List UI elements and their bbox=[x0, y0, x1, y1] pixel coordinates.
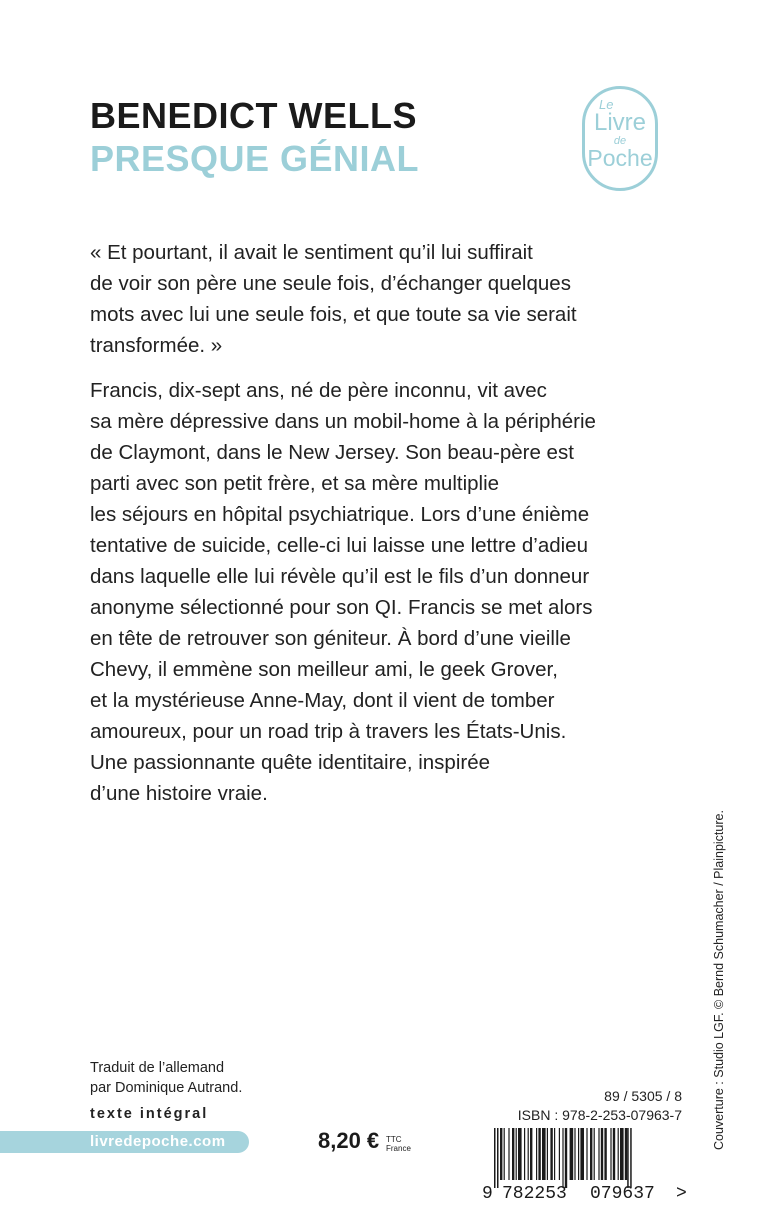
summary-line: amoureux, pour un road trip à travers les États-Unis. bbox=[90, 720, 567, 743]
barcode-bar bbox=[518, 1128, 522, 1180]
website-link[interactable]: livredepoche.com bbox=[0, 1131, 249, 1153]
book-title: PRESQUE GÉNIAL bbox=[90, 138, 420, 179]
barcode-bar bbox=[550, 1128, 552, 1180]
logo-text-de: de bbox=[613, 135, 627, 147]
barcode-marker: > bbox=[676, 1184, 687, 1202]
quote-line: « Et pourtant, il avait le sentiment qu’il lui suffirait bbox=[90, 241, 533, 264]
summary-line: Chevy, il emmène son meilleur ami, le geek Grover, bbox=[90, 658, 558, 681]
barcode-bar bbox=[559, 1128, 560, 1180]
barcode-bar bbox=[604, 1128, 606, 1180]
summary-line: de Claymont, dans le New Jersey. Son beau-père est bbox=[90, 441, 574, 464]
barcode-bar bbox=[625, 1128, 627, 1180]
price-tag-country: France bbox=[386, 1144, 411, 1153]
barcode-guard-bar bbox=[627, 1128, 629, 1188]
isbn-number: ISBN : 978-2-253-07963-7 bbox=[517, 1107, 682, 1123]
logo-text-poche: Poche bbox=[587, 145, 653, 171]
barcode-bar bbox=[516, 1128, 517, 1180]
barcode-bar bbox=[586, 1128, 587, 1180]
translator-line: Traduit de l’allemand bbox=[90, 1060, 225, 1076]
barcode-bar bbox=[524, 1128, 525, 1180]
summary-line: anonyme sélectionné pour son QI. Francis se met alors bbox=[90, 596, 593, 619]
barcode-bar bbox=[578, 1128, 579, 1180]
translator-credit bbox=[90, 1058, 242, 1098]
quote-line: de voir son père une seule fois, d’échanger quelques bbox=[90, 272, 571, 295]
price: 8,20 € bbox=[318, 1128, 380, 1153]
le-livre-de-poche-logo bbox=[582, 86, 658, 191]
barcode-bar bbox=[598, 1128, 599, 1180]
barcode-bar bbox=[547, 1128, 548, 1180]
summary-line: Francis, dix-sept ans, né de père inconnu, vit avec bbox=[90, 379, 547, 402]
barcode-bar bbox=[590, 1128, 592, 1180]
catalog-code: 89 / 5305 / 8 bbox=[604, 1088, 682, 1104]
price-tag-ttc: TTC bbox=[386, 1135, 402, 1144]
barcode-bar bbox=[570, 1128, 574, 1180]
price-tax-note bbox=[386, 1135, 411, 1153]
summary-line: d’une histoire vraie. bbox=[90, 782, 268, 805]
texte-integral-label: texte intégral bbox=[90, 1106, 209, 1122]
barcode-guard-bar bbox=[565, 1128, 567, 1188]
barcode-bar bbox=[538, 1128, 540, 1180]
summary-line: tentative de suicide, celle-ci lui laisse une lettre d’adieu bbox=[90, 534, 588, 557]
barcode-guard-bar bbox=[497, 1128, 499, 1188]
author-name: BENEDICT WELLS bbox=[90, 95, 417, 136]
logo-text-livre: Livre bbox=[593, 109, 647, 136]
barcode-bar bbox=[580, 1128, 584, 1180]
barcode-bar bbox=[554, 1128, 555, 1180]
summary-line: et la mystérieuse Anne-May, dont il vient de tomber bbox=[90, 689, 555, 712]
barcode-bar bbox=[613, 1128, 615, 1180]
barcode-bar bbox=[542, 1128, 546, 1180]
summary-line: les séjours en hôpital psychiatrique. Lors d’une énième bbox=[90, 503, 590, 526]
summary-line: parti avec son petit frère, et sa mère multiplie bbox=[90, 472, 500, 495]
book-summary bbox=[90, 375, 670, 809]
barcode-bar bbox=[594, 1128, 595, 1180]
barcode-bar bbox=[610, 1128, 611, 1180]
quote-line: transformée. » bbox=[90, 334, 223, 357]
translator-line: par Dominique Autrand. bbox=[90, 1080, 243, 1096]
barcode-guard-bar bbox=[562, 1128, 563, 1188]
excerpt-quote bbox=[90, 237, 670, 361]
barcode-bar bbox=[500, 1128, 502, 1180]
barcode bbox=[480, 1128, 690, 1202]
barcode-bar bbox=[530, 1128, 532, 1180]
barcode-bar bbox=[508, 1128, 509, 1180]
summary-line: Une passionnante quête identitaire, inspirée bbox=[90, 751, 491, 774]
barcode-bar bbox=[528, 1128, 529, 1180]
barcode-bars bbox=[494, 1128, 632, 1188]
barcode-bar bbox=[620, 1128, 624, 1180]
quote-line: mots avec lui une seule fois, et que toute sa vie serait bbox=[90, 303, 577, 326]
barcode-guard-bar bbox=[494, 1128, 496, 1188]
barcode-bar bbox=[601, 1128, 603, 1180]
barcode-first-digit: 9 bbox=[482, 1184, 493, 1202]
barcode-bar bbox=[618, 1128, 619, 1180]
barcode-bar bbox=[536, 1128, 537, 1180]
barcode-guard-bar bbox=[630, 1128, 632, 1188]
barcode-bar bbox=[512, 1128, 514, 1180]
barcode-digits-right: 079637 bbox=[590, 1184, 655, 1202]
barcode-digits-left: 782253 bbox=[502, 1184, 567, 1202]
logo-text-le: Le bbox=[599, 97, 614, 112]
summary-line: en tête de retrouver son géniteur. À bord d’une vieille bbox=[90, 627, 571, 650]
cover-credit: Couverture : Studio LGF. © Bernd Schumacher / Plainpicture. bbox=[712, 810, 726, 1150]
barcode-bar bbox=[504, 1128, 505, 1180]
summary-line: dans laquelle elle lui révèle qu’il est le fils d’un donneur bbox=[90, 565, 590, 588]
barcode-bar bbox=[574, 1128, 575, 1180]
summary-line: sa mère dépressive dans un mobil-home à la périphérie bbox=[90, 410, 596, 433]
